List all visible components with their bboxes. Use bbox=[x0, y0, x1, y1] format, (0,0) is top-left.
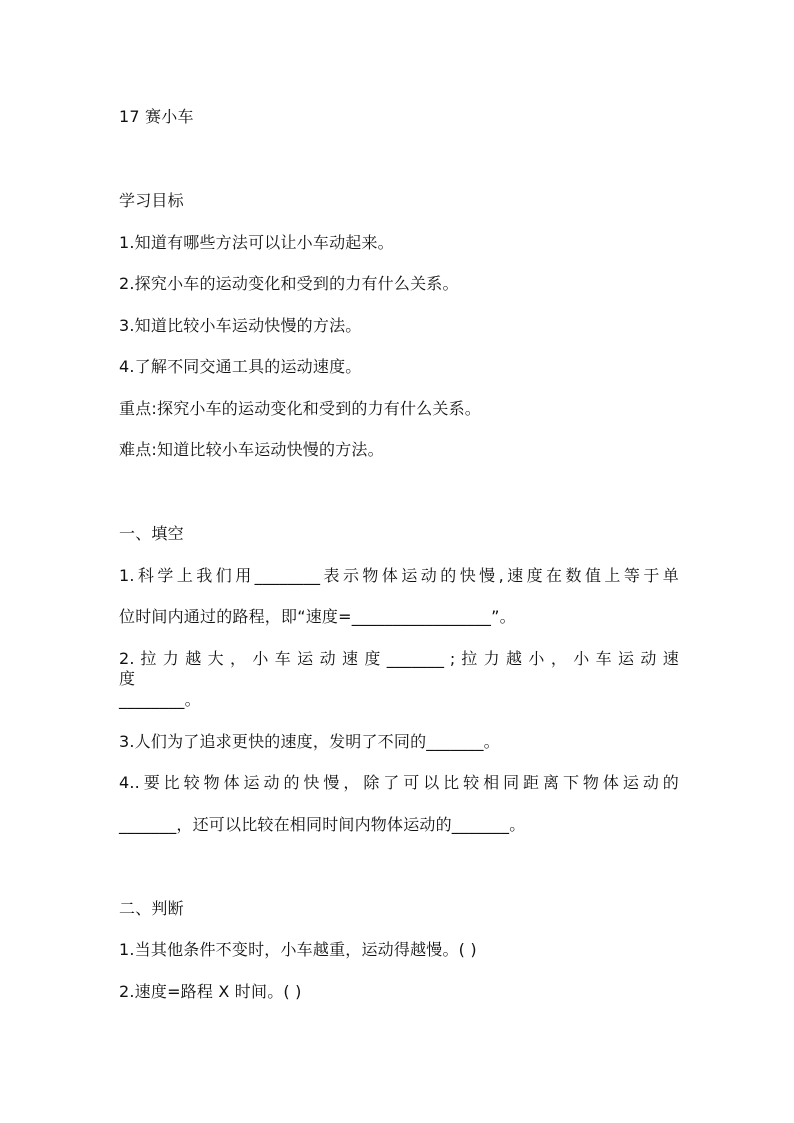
judge-question-2: 2.速度=路程 X 时间。( ) bbox=[119, 982, 302, 1001]
key-point: 重点:探究小车的运动变化和受到的力有什么关系。 bbox=[119, 399, 481, 418]
fill-question-2-line-2: ________。 bbox=[119, 690, 201, 709]
objective-item: 2.探究小车的运动变化和受到的力有什么关系。 bbox=[119, 274, 459, 293]
objective-item: 1.知道有哪些方法可以让小车动起来。 bbox=[119, 233, 394, 252]
judge-question-1: 1.当其他条件不变时，小车越重，运动得越慢。( ) bbox=[119, 940, 477, 959]
fill-question-4-line-2: _______，还可以比较在相同时间内物体运动的_______。 bbox=[119, 815, 526, 834]
objective-item: 4.了解不同交通工具的运动速度。 bbox=[119, 357, 362, 376]
fill-question-1-line-1: 1.科学上我们用________表示物体运动的快慢,速度在数值上等于单 bbox=[119, 566, 679, 585]
section2-heading: 二、判断 bbox=[119, 899, 184, 918]
fill-question-3: 3.人们为了追求更快的速度，发明了不同的_______。 bbox=[119, 732, 500, 751]
page-title: 17 赛小车 bbox=[119, 107, 194, 126]
fill-question-1-line-2: 位时间内通过的路程，即“速度=_________________”。 bbox=[119, 607, 516, 626]
objective-item: 3.知道比较小车运动快慢的方法。 bbox=[119, 316, 362, 335]
fill-question-4-line-1: 4..要比较物体运动的快慢，除了可以比较相同距离下物体运动的 bbox=[119, 773, 679, 792]
section1-heading: 一、填空 bbox=[119, 524, 184, 543]
fill-question-2-line-1: 2. 拉 力 越 大 ， 小 车 运 动 速 度 _______ ; 拉 力 越 小 ， 小 车 运 动 速 度 bbox=[119, 649, 679, 688]
difficult-point: 难点:知道比较小车运动快慢的方法。 bbox=[119, 440, 384, 459]
objectives-heading: 学习目标 bbox=[119, 191, 184, 210]
